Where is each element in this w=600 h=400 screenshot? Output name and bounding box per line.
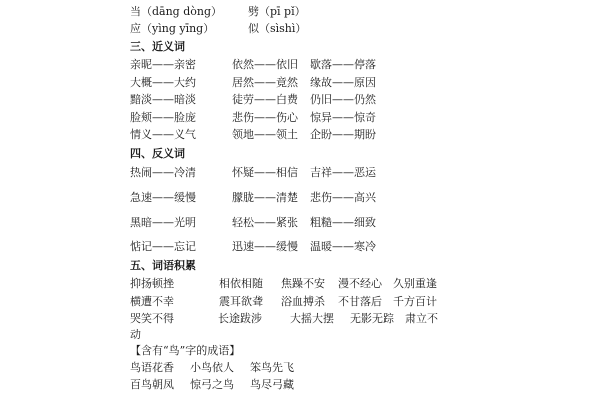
synonym-pair: 徒劳——白费 [232,93,298,106]
antonym-pair: 轻松——紧张 [232,216,298,229]
synonym-pair: 大概——大约 [130,76,196,89]
bird-idiom: 鸟尽弓藏 [250,378,294,391]
synonym-pair: 惊异——惊奇 [310,111,376,124]
idiom-wrap: 动 [130,328,141,341]
idiom: 长途跋涉 [218,312,262,325]
bird-idiom: 小鸟依人 [190,361,234,374]
synonym-pair: 依然——依旧 [232,58,298,71]
synonym-pair: 悲伤——伤心 [232,111,298,124]
synonyms-heading: 三、近义词 [130,40,185,53]
antonym-pair: 吉祥——恶运 [310,166,376,179]
idiom: 不甘落后 [338,295,382,308]
pron-ying: 应（yìng yīng） [130,22,215,35]
antonym-pair: 惦记——忘记 [130,240,196,253]
idiom: 哭笑不得 [130,312,174,325]
pron-si: 似（sìshì） [248,22,307,35]
idiom: 浴血搏杀 [281,295,325,308]
synonym-pair: 企盼——期盼 [310,128,376,141]
idiom: 无影无踪 [350,312,394,325]
synonym-pair: 情义——义气 [130,128,196,141]
bird-idiom: 百鸟朝凤 [130,378,174,391]
pron-dang: 当（dāng dòng） [130,5,223,18]
pron-pi: 劈（pī pǐ） [248,5,306,18]
idiom: 肃立不 [405,312,438,325]
antonym-pair: 怀疑——相信 [232,166,298,179]
synonym-pair: 领地——领土 [232,128,298,141]
bird-idiom: 惊弓之鸟 [190,378,234,391]
idiom: 震耳欲聋 [219,295,263,308]
idiom: 横遭不幸 [130,295,174,308]
synonym-pair: 居然——竟然 [232,76,298,89]
antonym-pair: 迅速——缓慢 [232,240,298,253]
idiom: 漫不经心 [338,277,382,290]
synonym-pair: 黯淡——暗淡 [130,93,196,106]
idiom: 抑扬顿挫 [130,277,174,290]
word-accumulation-heading: 五、词语积累 [130,259,196,272]
antonym-pair: 温暖——寒冷 [310,240,376,253]
antonym-pair: 粗糙——细致 [310,216,376,229]
bird-idiom: 鸟语花香 [130,361,174,374]
antonym-pair: 黑暗——光明 [130,216,196,229]
idiom: 相依相随 [219,277,263,290]
antonyms-heading: 四、反义词 [130,147,185,160]
idiom: 久别重逢 [393,277,437,290]
synonym-pair: 缘故——原因 [310,76,376,89]
synonym-pair: 脸颊——脸庞 [130,111,196,124]
idiom: 大摇大摆 [290,312,334,325]
bird-idiom: 笨鸟先飞 [250,361,294,374]
antonym-pair: 悲伤——高兴 [310,191,376,204]
synonym-pair: 仍旧——仍然 [310,93,376,106]
idiom: 焦躁不安 [281,277,325,290]
idiom: 千方百计 [393,295,437,308]
antonym-pair: 热闹——冷清 [130,166,196,179]
synonym-pair: 歇落——停落 [310,58,376,71]
antonym-pair: 急速——缓慢 [130,191,196,204]
bird-idioms-heading: 【含有“鸟”字的成语】 [130,344,241,357]
antonym-pair: 朦胧——清楚 [232,191,298,204]
synonym-pair: 亲昵——亲密 [130,58,196,71]
